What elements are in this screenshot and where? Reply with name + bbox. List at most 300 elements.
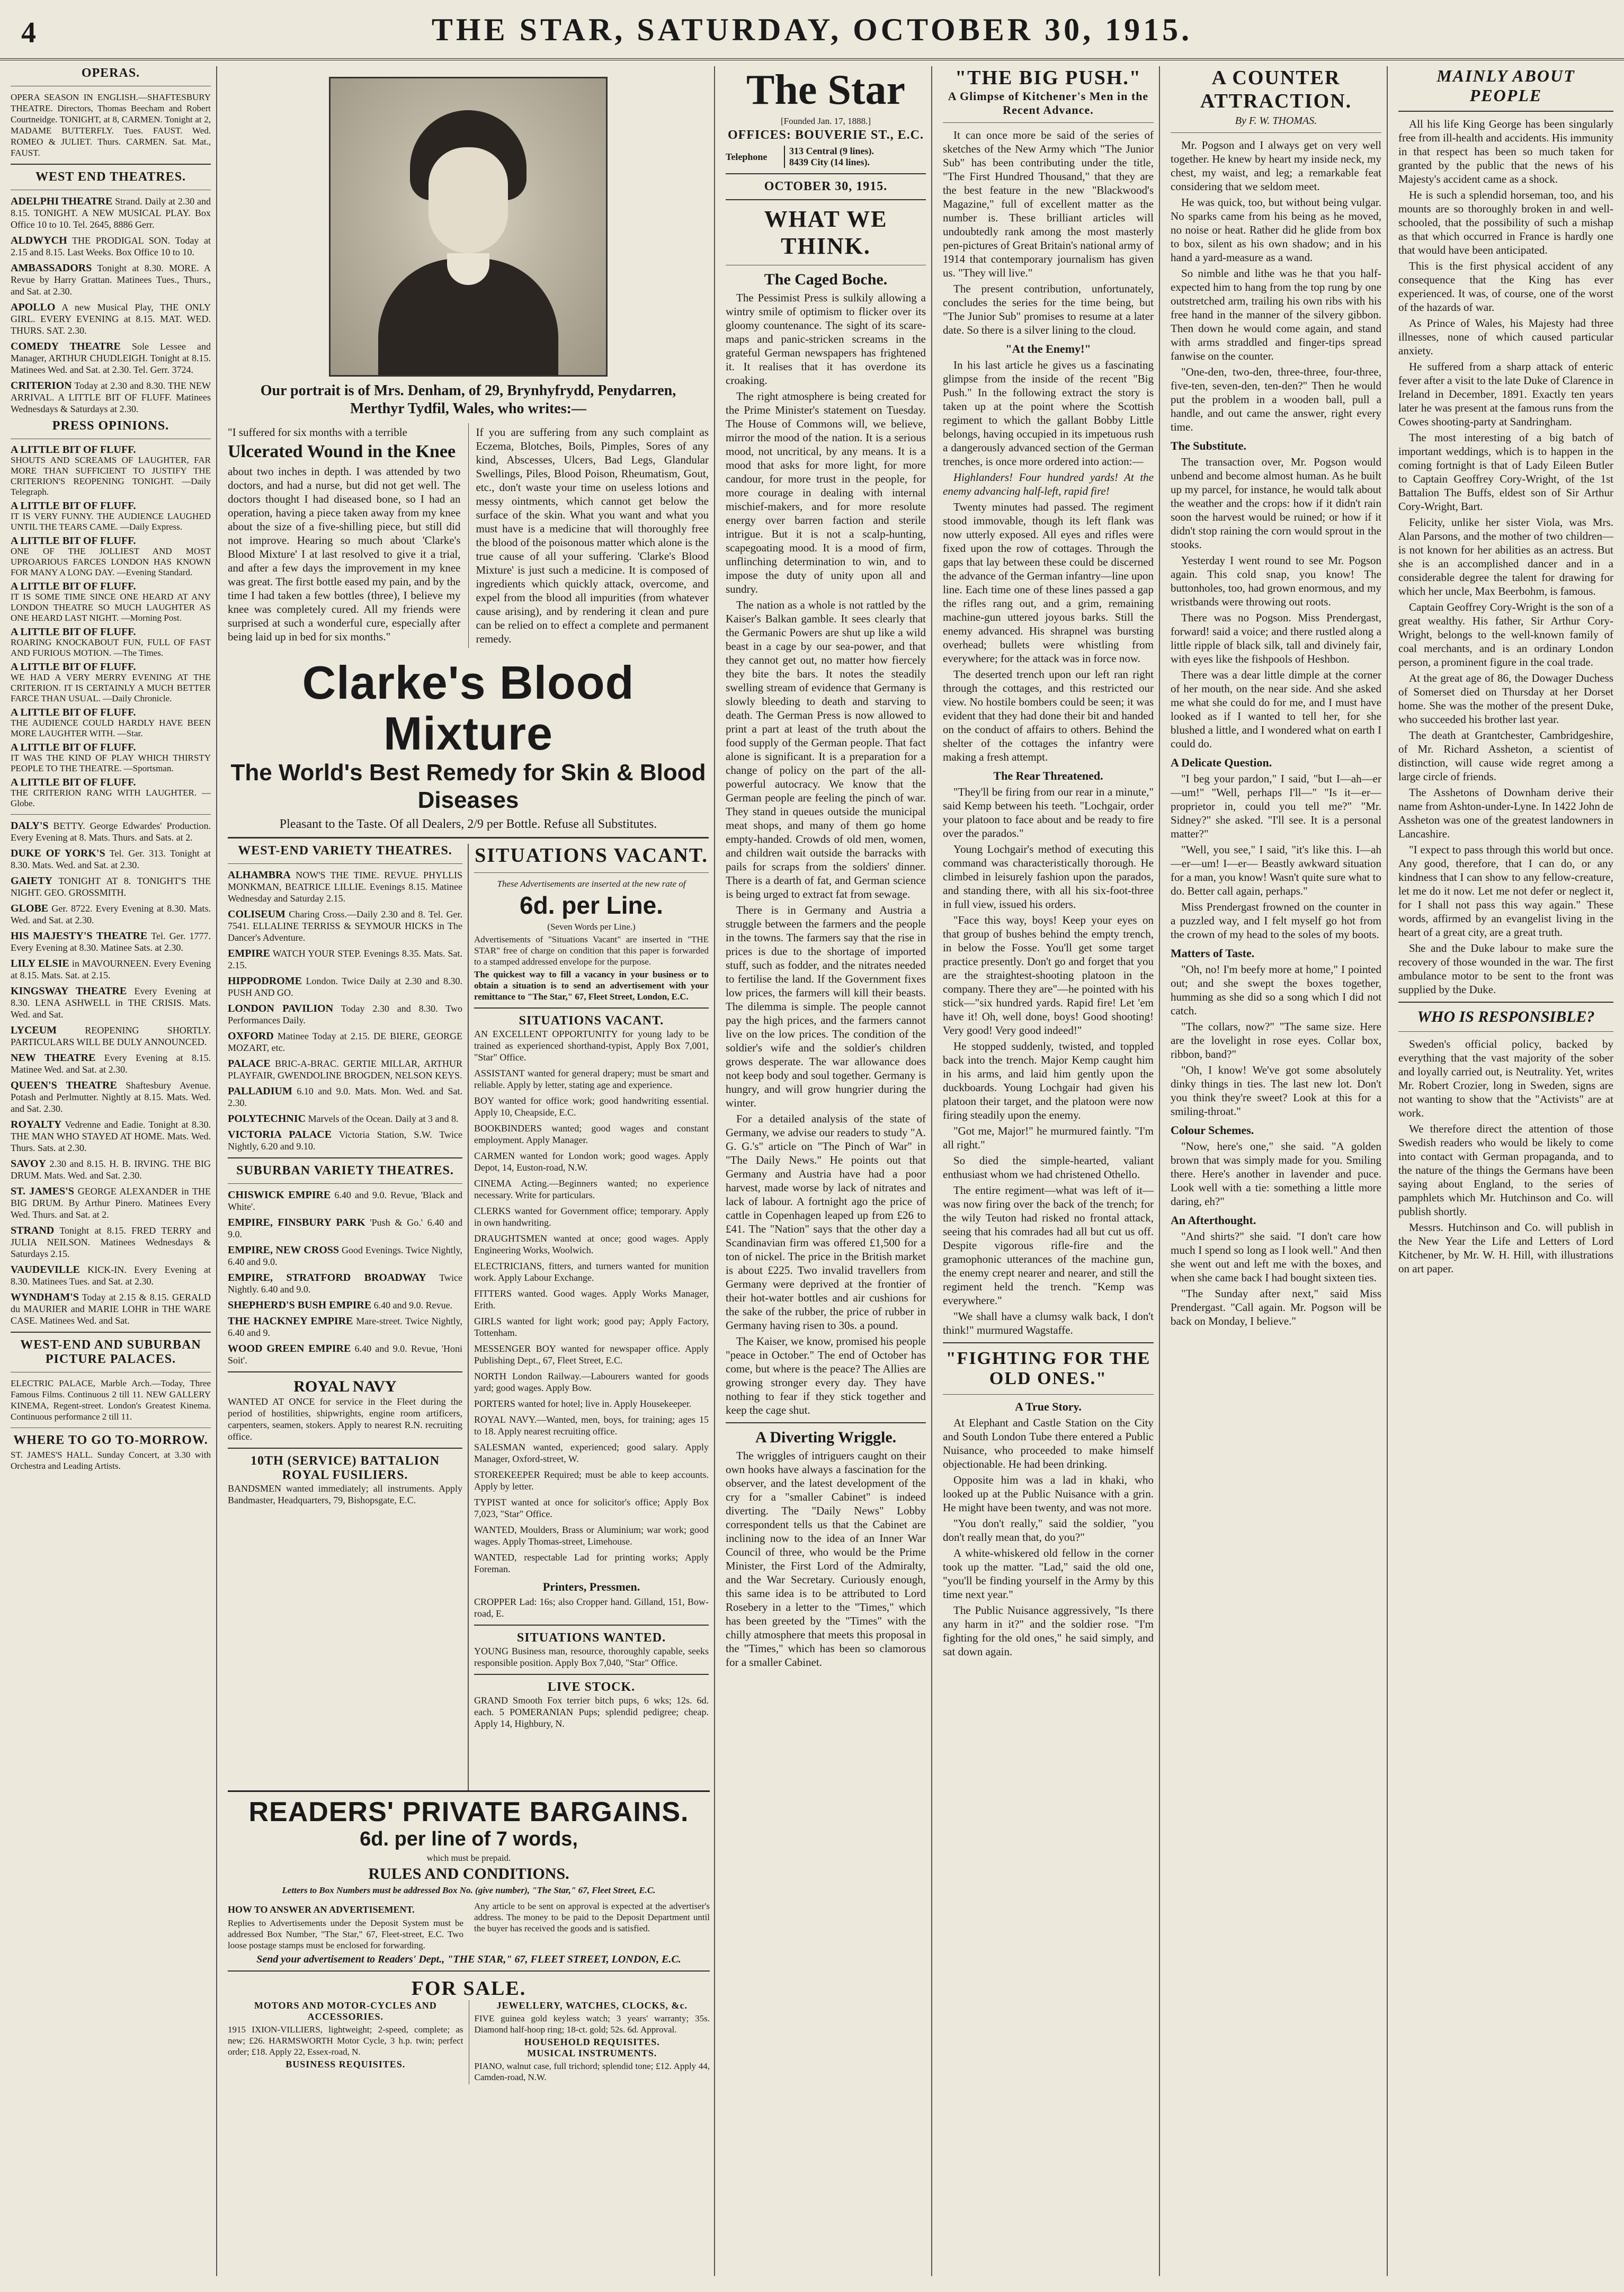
situations-wanted-header: SITUATIONS WANTED. bbox=[516, 1631, 666, 1645]
suburban-listings bbox=[228, 1189, 462, 1366]
variety-listing bbox=[228, 1030, 462, 1054]
people-paragraph: Captain Geoffrey Cory-Wright is the son of a great wealthy. His father, Sir Arthur Cory-Wright, belongs to the well-known family of coal merchants, and is an ordinary London person, a prominent figure in the coal trade. bbox=[1398, 601, 1613, 668]
variety-listing-text: Marvels of the Ocean. Daily at 3 and 8. bbox=[308, 1113, 459, 1124]
press-opinion-text: THE CRITERION RANG WITH LAUGHTER. —Globe. bbox=[11, 788, 211, 808]
responsible-text-3: Messrs. Hutchinson and Co. will publish in the New Year the Life and Letters of Lord Kitchener, by Mr. W. H. Hill, with illustrations on art paper. bbox=[1398, 1221, 1613, 1275]
readers-bargains bbox=[228, 1790, 710, 2279]
theatre-listing bbox=[11, 262, 211, 297]
variety-listing-text: BRIC-A-BRAC. GERTIE MILLAR, ARTHUR PLAYFAIR, GWENDOLINE BROGDEN, NELSON KEYS. bbox=[228, 1058, 463, 1081]
leader-paragraph: For a detailed analysis of the state of Germany, we advise our readers to study "A. G. G.'s" article on "The Pinch of War" in "The Daily News." He points out that Germany and Austria have had a poor harvest, made worse by lack of nitrates and lack of labour. A fortnight ago the price of cattle in Copenhagen leaped up from £26 to £41. The "Nation" says that the other day a Scandinavian firm was offered £1,500 for a ton of nickel. The price in the British market is about £225. Two invalid travellers from Germany were deprived at the frontier of their hot-water bottles and air cushions for the sake of the rubber, the price of rubber in Germany having risen to 30s. a pound. bbox=[726, 1112, 926, 1332]
theatre-listing bbox=[11, 341, 211, 376]
masthead bbox=[0, 0, 1624, 60]
theatre-listing-name: HIS MAJESTY'S THEATRE bbox=[11, 930, 148, 942]
situations-wanted-text: YOUNG Business man, resource, thoroughly capable, seeks responsible position. Apply Box 7,040, "Star" Office. bbox=[474, 1646, 709, 1668]
ad-title: Clarke's Blood Mixture bbox=[302, 656, 635, 760]
press-opinion bbox=[11, 501, 211, 532]
substitute-text: The transaction over, Mr. Pogson would unbend and become almost human. As he built up my parcel, for instance, he would talk about the weather and the crops: how if it didn't rain soon the harvest would be ruined; or how if it didn't stop raining the corn would sprout in the stooks. bbox=[1171, 456, 1381, 551]
people-paragraphs bbox=[1398, 117, 1613, 996]
matters-header: Matters of Taste. bbox=[1171, 947, 1255, 960]
jewellery-text: FIVE guinea gold keyless watch; 3 years' warranty; 35s. Diamond half-hoop ring; 18-ct. gold; 52s. 6d. Approval. bbox=[474, 2013, 710, 2035]
press-opinion-text: SHOUTS AND SCREAMS OF LAUGHTER, FAR MORE THAN SUFFICIENT TO JUSTIFY THE CRITERION'S REOPENING TONIGHT. —Daily Telegraph. bbox=[11, 455, 211, 497]
counter-intro: Mr. Pogson and I always get on very well together. He knew by heart my inside neck, my chest, my waist, and leg; a remarkable feat considering that we seldom meet. bbox=[1171, 139, 1381, 193]
suburban-listing-text: 6.40 and 9.0. Revue, 'Honi Soit'. bbox=[228, 1343, 463, 1366]
counter-byline: By F. W. THOMAS. bbox=[1235, 115, 1317, 127]
theatre-listing-name: GLOBE bbox=[11, 903, 49, 914]
variety-listing bbox=[228, 908, 462, 943]
mainly-about-people-header: MAINLY ABOUT PEOPLE bbox=[1436, 66, 1575, 105]
responsible-text: Sweden's official policy, backed by everything that the vast majority of the sober and loyally carried out, is Neutrality. Yet, writes Mr. Robert Crozier, long in Sweden, signs are not wanting to show that the "Activists" are at work. bbox=[1398, 1038, 1613, 1119]
responsible-header: WHO IS RESPONSIBLE? bbox=[1417, 1008, 1595, 1025]
theatre-listing bbox=[11, 1024, 211, 1048]
printers-header: Printers, Pressmen. bbox=[542, 1580, 640, 1593]
variety-listing-name: ALHAMBRA bbox=[228, 869, 291, 881]
big-push-intro: It can once more be said of the series of sketches of the New Army which "The Junior Sub" has been contributing under the title, "The First Hundred Thousand," that they are the best feature in the new "Blackwood's Magazine," full of excellent matter as the number is. These brilliant articles will undoubtedly rank among the most masterly pen-pictures of Great Britain's national army of 1914 that contemporary journalism has given us. "They will live." bbox=[943, 129, 1154, 279]
suburban-listing-name: EMPIRE, FINSBURY PARK bbox=[228, 1217, 365, 1228]
variety-listing-text: NOW'S THE TIME. REVUE. PHYLLIS MONKMAN, BEATRICE LILLIE. Evenings 8.15. Matinee Wednesday and Saturday 2.15. bbox=[228, 870, 462, 904]
press-opinion-title: A LITTLE BIT OF FLUFF. bbox=[11, 707, 136, 718]
theatre-listing-text: BETTY. George Edwardes' Production. Every Evening at 8. Mats. Thurs. and Sats. at 2. bbox=[11, 821, 211, 843]
rear-text-3: "Face this way, boys! Keep your eyes on that group of bushes behind the empty trench, in below the Fosse. You'll get some target practice presently. Don't go and forget that you are the straightest-shooting platoon in the company. There they are"—he pointed with his stick—"six hundred yards. Rapid fire! Let 'em have it! Oh, well done, boys! Good shooting! Very good! Very good indeed!" bbox=[943, 914, 1154, 1037]
leader-paragraph: The nation as a whole is not rattled by the Kaiser's Balkan gamble. It sees clearly that the Germanic Powers are shut up like a wild beast in a cage by our sea-power, and that they cannot get out, no matter how fiercely they bite the bars. It notes the steadily swelling stream of evidence that Germany is slowly bleeding to death and starving to death. The German Press is now allowed to print a part at least of the truth about the food supply of the German people. That fact alone is significant. It is a preparation for a change of policy on the part of the all-powerful autocracy. We know that the German people are feeling the pinch of war. They stand in queues outside the municipal meat shops, and many of them go home empty-handed. Crowds of old men, women, and children wait outside the barracks with pails for scraps from the soldiers' dinner. There is a dearth of fat, and German science is being urged to extract fat from sewage. bbox=[726, 599, 926, 900]
variety-listing-name: HIPPODROME bbox=[228, 975, 302, 987]
rear-text-4: He stopped suddenly, twisted, and toppled back into the trench. Major Kemp caught him in his arms, and laid him gently upon the duckboards. Young Lochgair had given his platoon their target, and the platoon were now firing steadily upon the enemy. bbox=[943, 1040, 1154, 1121]
counter-title: A COUNTER ATTRACTION. bbox=[1200, 67, 1352, 112]
rear-text: "They'll be firing from our rear in a minute," said Kemp between his teeth. "Lochgair, order your platoon to face about and be ready to fire over the parados." bbox=[943, 786, 1154, 840]
letter-quote: "I suffered for six months with a terrible bbox=[228, 426, 407, 439]
suburban-listing bbox=[228, 1315, 462, 1339]
page-number: 4 bbox=[21, 16, 36, 49]
vacancy-listing: STOREKEEPER Required; must be able to keep accounts. Apply by letter. bbox=[474, 1469, 709, 1492]
bargains-prepaid: which must be prepaid. bbox=[426, 1853, 511, 1863]
counter-text: He was quick, too, but without being vulgar. No sparks came from his being as he moved, no noise or heat. Rather did he glide from box to box, silent as his own shadow; and in his hand a yard-measure as a wand. bbox=[1171, 196, 1381, 264]
rate-per-line: 6d. per Line. bbox=[520, 891, 663, 919]
royal-navy-text: WANTED AT ONCE for service in the Fleet during the period of hostilities, shipwrights, engine room artificers, carpenters, seamen, stokers. Apply to nearest R.N. recruiting office. bbox=[228, 1396, 462, 1442]
theatre-listing-name: ROYALTY bbox=[11, 1119, 62, 1130]
vacant-listings bbox=[474, 1028, 709, 1575]
advice-text: If you are suffering from any such complaint as Eczema, Blotches, Boils, Pimples, Sores of any kind, Abscesses, Ulcers, Bad Legs, Glandular Swellings, Piles, Blood Poison, Rheumatism, Gout, etc., don't waste your time on useless lotions and messy ointments, which cannot get below the surface of the skin. What you want and what you must have is a medicine that will thoroughly free the blood of the poisonous matter which alone is the true cause of all your suffering. 'Clarke's Blood Mixture' is just such a medicine. It is composed of ingredients which quickly attack, overcome, and expel from the blood all impurities (from whatever cause arising), and by rendering it clean and pure can be relied on to effect a complete and permanent remedy. bbox=[476, 426, 709, 645]
fighting-text-4: A white-whiskered old fellow in the corner took up the matter. "Lad," said the old one, "you'll be finding yourself in the Army by this time next year." bbox=[943, 1547, 1154, 1601]
telephone-block bbox=[726, 146, 926, 168]
vacancy-listing: ROYAL NAVY.—Wanted, men, boys, for training; ages 15 to 18. Apply nearest recruiting office. bbox=[474, 1414, 709, 1437]
press-opinion-text: ONE OF THE JOLLIEST AND MOST UPROARIOUS FARCES LONDON HAS KNOWN FOR MANY A LONG DAY. —Evening Standard. bbox=[11, 546, 211, 577]
regiment-text: The entire regiment—what was left of it—was now firing over the back of the trench; for the wily Teuton had risked no frontal attack, seeing that his comrades had all but cut us off. Despite vigorous rifle-fire and the gramophonic utterances of the machine gun, the enemy crept nearer and nearer, and still the regiment held the trench. "Kemp was everywhere." bbox=[943, 1184, 1154, 1307]
rear-text-6: So died the simple-hearted, valiant enthusiast whom we had christened Othello. bbox=[943, 1154, 1154, 1181]
letter-body: about two inches in depth. I was attended by two doctors, and had a nurse, but did not get well. The doctors thought I had diseased bone, so I had an operation, having a piece taken away from my knee about the size of a five-shilling piece, but still did not improve. Hearing so much about 'Clarke's Blood Mixture' I at last resolved to give it a trial, and after a few days the improvement in my knee was great. The first bottle eased my pain, and by the time I had taken a few bottles (three), I believe my knee was completely cured. All my friends were surprised at such a wonderful cure, especially after being laid up in bed for six months." bbox=[228, 465, 461, 643]
vacancy-listing: CLERKS wanted for Government office; temporary. Apply in own handwriting. bbox=[474, 1206, 709, 1228]
big-push-intro-2: The present contribution, unfortunately, concludes the series for the time being, but "The Junior Sub" promises to resume at a later date. So there is a silver lining to the cloud. bbox=[943, 282, 1154, 336]
bargains-rate: 6d. per line of 7 words, bbox=[360, 1828, 578, 1850]
theatre-listing-text: Shaftesbury Avenue. Potash and Perlmutter. Nightly at 8.15. Mats. Wed. and Sat. 2.30. bbox=[11, 1080, 211, 1114]
true-story-subheader: A True Story. bbox=[1015, 1400, 1082, 1413]
theatre-listing-name: ADELPHI THEATRE bbox=[11, 195, 113, 207]
variety-listing bbox=[228, 1085, 462, 1109]
variety-listings bbox=[228, 869, 462, 1152]
vacancy-listing: DRAUGHTSMEN wanted at once; good wages. Apply Engineering Works, Woolwich. bbox=[474, 1233, 709, 1255]
vacancy-listing: FITTERS wanted. Good wages. Apply Works Manager, Erith. bbox=[474, 1288, 709, 1310]
theatre-listing-text: Every Evening at 8.15. Matinee Wed. and Sat. at 2.30. bbox=[11, 1053, 211, 1075]
picture-palaces-text: ELECTRIC PALACE, Marble Arch.—Today, Three Famous Films. Continuous 2 till 11. NEW GALLERY KINEMA, Regent-street. London's Greatest Kinema. Continuous performance 2 till 11. bbox=[11, 1378, 211, 1422]
variety-listing-name: VICTORIA PALACE bbox=[228, 1129, 332, 1140]
press-opinion-title: A LITTLE BIT OF FLUFF. bbox=[11, 581, 136, 592]
suburban-listing-name: EMPIRE, STRATFORD BROADWAY bbox=[228, 1272, 426, 1283]
press-opinion bbox=[11, 444, 211, 497]
theatre-listing-name: CRITERION bbox=[11, 380, 72, 391]
theatre-listing-name: ST. JAMES'S bbox=[11, 1185, 74, 1197]
theatre-listing-name: DUKE OF YORK'S bbox=[11, 848, 105, 859]
send-to-text: Send your advertisement to Readers' Dept., "THE STAR," 67, FLEET STREET, LONDON, E.C. bbox=[256, 1954, 681, 1965]
what-we-think-header: WHAT WE THINK. bbox=[764, 206, 888, 259]
theatre-listing bbox=[11, 195, 211, 230]
leader-paragraph: The Kaiser, we know, promised his people "peace in October." The end of October has come, but where is the peace? The Allies are growing stronger every day. They have nothing to fear if they stick together and keep the cage shut. bbox=[726, 1335, 926, 1416]
theatre-listing-text: THE PRODIGAL SON. Today at 2.15 and 8.15. Last Weeks. Box Office 10 to 10. bbox=[11, 235, 211, 257]
situations-vacant-header: SITUATIONS VACANT. bbox=[475, 844, 708, 867]
theatre-listing bbox=[11, 1185, 211, 1220]
vacancy-listing: WANTED, Moulders, Brass or Aluminium; war work; good wages. Apply Thomas-street, Limehouse. bbox=[474, 1524, 709, 1547]
afterthought-text-2: "The Sunday after next," said Miss Prendergast. "Call again. Mr. Pogson will be back on Monday, I believe." bbox=[1171, 1287, 1381, 1327]
press-opinion bbox=[11, 536, 211, 578]
column-counter-attraction bbox=[1165, 66, 1388, 2276]
clarke-blood-mixture-ad bbox=[228, 77, 709, 832]
suburban-listing-text: Twice Nightly. 6.40 and 9.0. bbox=[228, 1272, 462, 1295]
theatre-listing bbox=[11, 848, 211, 871]
ad-footer: Pleasant to the Taste. Of all Dealers, 2/9 per Bottle. Refuse all Substitutes. bbox=[279, 817, 657, 831]
colour-text: "Now, here's one," she said. "A golden brown that was simply made for you. Smiling there. Here's another in lavender and puce. Look well with a tie: something a little more daring, eh?" bbox=[1171, 1140, 1381, 1208]
leader-paragraphs bbox=[726, 291, 926, 1417]
theatre-listing-name: QUEEN'S THEATRE bbox=[11, 1080, 117, 1091]
variety-listing-text: Charing Cross.—Daily 2.30 and 8. Tel. Ger. 7541. ELLALINE TERRISS & SEYMOUR HICKS in The Dancer's Adventure. bbox=[228, 909, 463, 943]
counter-text-3: "One-den, two-den, three-three, four-three, five-ten, seven-den, ten-den?" Then he would put the problem in a wooden ball, pull a handle, and out came the answer, right every time. bbox=[1171, 365, 1381, 433]
theatre-listing-text: Today at 2.15 & 8.15. GERALD du MAURIER and MARIE LOHR in THE WARE CASE. Matinees Wed. and Sat. bbox=[11, 1292, 211, 1326]
theatre-listing bbox=[11, 903, 211, 926]
theatre-listing-name: LYCEUM bbox=[11, 1024, 57, 1036]
theatre-listing-name: GAIETY bbox=[11, 875, 52, 887]
theatre-listing bbox=[11, 1080, 211, 1114]
fighting-text-2: Opposite him was a lad in khaki, who looked up at the Public Nuisance with a grin. He might have been twenty, and was not more. bbox=[943, 1474, 1154, 1514]
people-paragraph: All his life King George has been singularly free from ill-health and accidents. His immunity in that respect has been so much taken for granted by the public that the news of his Majesty's accident came as a shock. bbox=[1398, 118, 1613, 185]
rules-text: Letters to Box Numbers must be addressed Box No. (give number), "The Star," 67, Fleet Street, E.C. bbox=[282, 1885, 656, 1895]
theatre-listing-text: Vedrenne and Eadie. Tonight at 8.30. THE MAN WHO STAYED AT HOME. Mats. Wed. Thurs. Sats. at 2.30. bbox=[11, 1119, 211, 1153]
leader-paragraph: The right atmosphere is being created for the Prime Minister's statement on Tuesday. The House of Commons will, we believe, mirror the mood of the nation. It is a serious mood, not uncritical, by any means. It is a mood that asks for more light, for more candour, for more trust in the people, for more courage in dealing with internal mischief-makers, and for more resolute energy over barren faction and sterile intrigue. But it is not a scalp-hunting, scapegoating mood. It is a mood of firm, unflinching determination to win, and to impose the duty of unity upon all and sundry. bbox=[726, 390, 926, 595]
variety-listing bbox=[228, 975, 462, 998]
variety-listing-text: Matinee Today at 2.15. DE BIERE, GEORGE MOZART, etc. bbox=[228, 1031, 463, 1053]
press-opinion bbox=[11, 777, 211, 809]
offices-address: OFFICES: BOUVERIE ST., E.C. bbox=[728, 128, 924, 142]
vacancy-listing: SALESMAN wanted, experienced; good salary. Apply Manager, Oxford-street, W. bbox=[474, 1442, 709, 1464]
at-the-enemy-text: In his last article he gives us a fascinating glimpse from the inside of the recent "Big Push." In the following extract the story is taken up at the point where the Scottish regiment to which the gallant Bobby Little belongs, having occupied in its impetuous rush a dangerously advanced section of the German trenches, is once more ordered into action:— bbox=[943, 359, 1154, 468]
people-paragraph: "I expect to pass through this world but once. Any good, therefore, that I can do, or any kindness that I can show to any fellow-creature, let me do it now. Let me not defer or neglect it, for I shall not pass this way again." These words, affirmed by an evangelist living in the heart of a great city, are a great truth. bbox=[1398, 843, 1613, 939]
column-mainly-about-people bbox=[1393, 66, 1619, 2276]
bandsmen-text: BANDSMEN wanted immediately; all instruments. Apply Bandmaster, Headquarters, 79, Bishopsgate, E.C. bbox=[228, 1483, 462, 1505]
variety-listing-text: WATCH YOUR STEP. Evenings 8.35. Mats. Sat. 2.15. bbox=[228, 948, 462, 970]
matters-text: "Oh, no! I'm beefy more at home," I pointed out; and she swept the boxes together, humming as she did so a song which I did not catch. bbox=[1171, 963, 1381, 1017]
press-opinion bbox=[11, 581, 211, 623]
theatre-listing bbox=[11, 1052, 211, 1075]
colour-header: Colour Schemes. bbox=[1171, 1123, 1254, 1137]
telephone-central: 313 Central (9 lines). bbox=[789, 146, 874, 156]
column-leader bbox=[720, 66, 932, 2276]
delicate-text-3: Miss Prendergast frowned on the counter in a puzzled way, and I felt myself go hot from the crown of my head to the soles of my boots. bbox=[1171, 900, 1381, 941]
theatre-listing-text: Today at 2.30 and 8.30. THE NEW ARRIVAL. A LITTLE BIT OF FLUFF. Matinees Wednesdays & Saturdays at 2.30. bbox=[11, 380, 211, 414]
theatre-listing bbox=[11, 820, 211, 843]
delicate-text-2: "Well, you see," I said, "it's like this. I—ah—er—um! I—er— Beastly awkward situation for a man, you know! Wasn't quite sure what to do. Better call again, perhaps." bbox=[1171, 843, 1381, 897]
press-opinion-text: ROARING KNOCKABOUT FUN, FULL OF FAST AND FURIOUS MOTION. —The Times. bbox=[11, 637, 211, 658]
regiment-text-2: "We shall have a clumsy walk back, I don't think!" murmured Wagstaffe. bbox=[943, 1310, 1154, 1336]
household-header: HOUSEHOLD REQUISITES. bbox=[524, 2037, 660, 2047]
theatre-listing-text: REOPENING SHORTLY. PARTICULARS WILL BE DULY ANNOUNCED. bbox=[11, 1025, 211, 1047]
vacancy-listing: PORTERS wanted for hotel; live in. Apply Housekeeper. bbox=[474, 1398, 692, 1409]
variety-listing-name: PALACE bbox=[228, 1058, 271, 1069]
afterthought-header: An Afterthought. bbox=[1171, 1214, 1256, 1227]
suburban-listing bbox=[228, 1244, 462, 1268]
press-opinion-title: A LITTLE BIT OF FLUFF. bbox=[11, 742, 136, 753]
leader-paragraph: The Pessimist Press is sulkily allowing a wintry smile of optimism to flicker over its gloomy countenance. The sight of its scare-maps and panic-stricken screams in the grateful German newspapers has frightened it. It realises that it has overdone its croaking. bbox=[726, 291, 926, 387]
press-opinion bbox=[11, 627, 211, 658]
theatre-listing bbox=[11, 380, 211, 415]
theatre-listing-text: A new Musical Play, THE ONLY GIRL. EVERY EVENING at 8.15. MAT. WED. THURS. SAT. 2.30. bbox=[11, 302, 211, 336]
press-opinion-text: IT IS SOME TIME SINCE ONE HEARD AT ANY LONDON THEATRE SO MUCH LAUGHTER AS ONE HEARD LAST NIGHT. —Morning Post. bbox=[11, 592, 211, 623]
column-theatres bbox=[5, 66, 217, 2276]
leader-date: OCTOBER 30, 1915. bbox=[764, 180, 888, 193]
press-opinion-title: A LITTLE BIT OF FLUFF. bbox=[11, 777, 136, 788]
variety-listing-text: Victoria Station, S.W. Twice Nightly, 6.20 and 9.10. bbox=[228, 1129, 462, 1152]
suburban-listing bbox=[228, 1272, 462, 1295]
highlanders-order: Highlanders! Four hundred yards! At the enemy advancing half-left, rapid fire! bbox=[943, 471, 1154, 497]
press-opinion-title: A LITTLE BIT OF FLUFF. bbox=[11, 661, 136, 673]
suburban-listing-text: 6.40 and 9.0. Revue. bbox=[373, 1300, 453, 1310]
theatre-listing-text: Sole Lessee and Manager, ARTHUR CHUDLEIGH. Tonight at 8.15. Matinees Wed. and Sat. at 2.30. Tel. Gerr. 3724. bbox=[11, 341, 211, 375]
press-opinions-header: PRESS OPINIONS. bbox=[52, 419, 169, 433]
portrait-photo bbox=[329, 77, 608, 377]
theatre-listing-name: LILY ELSIE bbox=[11, 958, 69, 969]
afterthought-text: "And shirts?" she said. "I don't care how much I spend so long as I look well." And then she went out and left me with the boxes, and when she came back I had bought sixteen ties. bbox=[1171, 1230, 1381, 1284]
theatre-listing-text: KICK-IN. Every Evening at 8.30. Matinees Tues. and Sat. at 2.30. bbox=[11, 1264, 211, 1287]
portrait-caption: Our portrait is of Mrs. Denham, of 29, Brynhyfrydd, Penydarren, Merthyr Tydfil, Wales, who writes:— bbox=[260, 382, 676, 417]
operas-header: OPERAS. bbox=[81, 66, 140, 80]
suburban-listing bbox=[228, 1189, 462, 1212]
vacancy-listing: GIRLS wanted for light work; good pay; Apply Factory, Tottenham. bbox=[474, 1316, 709, 1338]
column-big-push bbox=[938, 66, 1160, 2276]
rear-text-5: "Got me, Major!" he murmured faintly. "I'm all right." bbox=[943, 1125, 1154, 1151]
star-logo bbox=[726, 66, 926, 114]
suburban-listing-name: SHEPHERD'S BUSH EMPIRE bbox=[228, 1299, 372, 1311]
press-opinion bbox=[11, 662, 211, 704]
press-opinion-text: IT IS VERY FUNNY. THE AUDIENCE LAUGHED UNTIL THE TEARS CAME. —Daily Express. bbox=[11, 511, 211, 532]
theatre-listing-name: WYNDHAM'S bbox=[11, 1291, 79, 1303]
vacancy-listing: CARMEN wanted for London work; good wages. Apply Depot, 14, Euston-road, N.W. bbox=[474, 1151, 709, 1173]
substitute-text-4: There was a dear little dimple at the corner of her mouth, on the near side. And she asked me what she could do for me, and I must have looked as if I wanted to tell her, for she blushed a little, and I wondered what on earth I could do. bbox=[1171, 668, 1381, 750]
live-stock-header: LIVE STOCK. bbox=[547, 1680, 636, 1694]
situations-intro: These Advertisements are inserted at the new rate of bbox=[497, 879, 686, 889]
delicate-header: A Delicate Question. bbox=[1171, 756, 1272, 769]
people-paragraph: This is the first physical accident of any consequence that the King has ever experienced. It was, of course, one of the worst of the hazards of war. bbox=[1398, 260, 1613, 314]
people-paragraph: The Asshetons of Downham derive their name from Ashton-under-Lyne. In 1422 John de Assheton was one of the greatest landowners in Lancashire. bbox=[1398, 786, 1613, 840]
where-to-go-header: WHERE TO GO TO-MORROW. bbox=[13, 1433, 208, 1447]
people-paragraph: The death at Grantchester, Cambridgeshire, of Mr. Richard Assheton, a scientist of distinction, will cause wide regret among a large circle of friends. bbox=[1398, 729, 1613, 783]
theatre-listing bbox=[11, 235, 211, 258]
substitute-text-2: Yesterday I went round to see Mr. Pogson again. This cold snap, you know! The buttonholes, too, had grown enormous, and my wristbands were throwing out roots. bbox=[1171, 554, 1381, 608]
people-paragraph: He suffered from a sharp attack of enteric fever after a visit to the late Duke of Clarence in Ireland in December, 1891. Exactly ten years later he was present at the famous runs from the Cowes shooting-party at Sandringham. bbox=[1398, 360, 1613, 428]
theatre-listing-name: AMBASSADORS bbox=[11, 262, 92, 274]
theatre-listing bbox=[11, 875, 211, 898]
musical-text: PIANO, walnut case, full trichord; splendid tone; £12. Apply 44, Camden-road, N.W. bbox=[474, 2061, 710, 2082]
suburban-listing-text: Good Evenings. Twice Nightly, 6.40 and 9.0. bbox=[228, 1245, 462, 1267]
diverting-wriggle-text: The wriggles of intriguers caught on their own hooks have always a fascination for the observer, and the latest development of the cry for a "smaller Cabinet" is indeed diverting. The "Daily News" Lobby correspondent tells us that the Cabinet are inclining now to the idea of an Inner War Council of three, who would be the Prime Minister, the First Lord of the Admiralty, and the War Secretary. Curiously enough, this same idea is to be attributed to Lord Rosebery in a letter to the "Times," which has been greeted by the "Times" with the chilly atmosphere that meets this proposal in the "Times," which has been so clamorous for a smaller Cabinet. bbox=[726, 1449, 926, 1669]
variety-listing-name: PALLADIUM bbox=[228, 1085, 292, 1097]
variety-listing-text: Today 2.30 and 8.30. Two Performances Daily. bbox=[228, 1003, 462, 1025]
theatre-listing-text: Ger. 8722. Every Evening at 8.30. Mats. Wed. and Sat. at 2.30. bbox=[11, 903, 211, 925]
at-the-enemy-header: "At the Enemy!" bbox=[1005, 342, 1091, 355]
vacancy-listing: BOOKBINDERS wanted; good wages and constant employment. Apply Manager. bbox=[474, 1123, 709, 1145]
fighting-text-3: "You don't really," said the soldier, "you don't really mean that, do you?" bbox=[943, 1517, 1154, 1544]
variety-listing bbox=[228, 1058, 462, 1081]
variety-listing bbox=[228, 948, 462, 971]
theatre-listing bbox=[11, 958, 211, 981]
musical-header: MUSICAL INSTRUMENTS. bbox=[527, 2048, 657, 2058]
press-opinion-title: A LITTLE BIT OF FLUFF. bbox=[11, 535, 136, 547]
operas-text: OPERA SEASON IN ENGLISH.—SHAFTESBURY THEATRE. Directors, Thomas Beecham and Robert Courtneidge. TONIGHT, at 8, CARMEN. Tonight at 2, MADAME BUTTERFLY. Tues. FAUST. Wed. ROMEO & JULIET. Thurs. CARMEN. Sat. Mat., FAUST. bbox=[11, 92, 211, 158]
business-header: BUSINESS REQUISITES. bbox=[285, 2059, 406, 2070]
variety-listing bbox=[228, 1113, 462, 1125]
substitute-header: The Substitute. bbox=[1171, 439, 1247, 452]
theatre-listing bbox=[11, 1264, 211, 1287]
royal-navy-header: ROYAL NAVY bbox=[293, 1378, 397, 1395]
variety-listing-name: LONDON PAVILION bbox=[228, 1003, 334, 1014]
fighting-title: "FIGHTING FOR THE OLD ONES." bbox=[945, 1349, 1151, 1388]
variety-listing-text: 6.10 and 9.0. Mats. Mon. Wed. and Sat. 2.30. bbox=[228, 1086, 463, 1108]
newspaper-dateline: THE STAR, SATURDAY, OCTOBER 30, 1915. bbox=[431, 12, 1193, 47]
theatre-listings bbox=[11, 195, 211, 415]
people-paragraph: Felicity, unlike her sister Viola, was Mrs. Alan Parsons, and the mother of two children—is not known for her abilities as an actress. But she is an accomplished dancer and in a considerable degree the talent for drawing for which her uncle, Max Beerbohm, is famous. bbox=[1398, 516, 1613, 597]
people-paragraph: She and the Duke labour to make sure the recovery of those wounded in the war. The first ambulance motor to be sent to the front was supplied by the Duke. bbox=[1398, 942, 1613, 996]
suburban-listing-name: WOOD GREEN EMPIRE bbox=[228, 1343, 351, 1354]
caged-boche-subheader: The Caged Boche. bbox=[764, 271, 888, 288]
press-opinion-title: A LITTLE BIT OF FLUFF. bbox=[11, 626, 136, 638]
fighting-text-5: The Public Nuisance aggressively, "Is there any harm in it?" and the soldier rose. "I'm fighting for the old ones," he said simply, and sat down again. bbox=[943, 1604, 1154, 1658]
more-theatre-listings bbox=[11, 820, 211, 1326]
big-push-subtitle: A Glimpse of Kitchener's Men in the Recent Advance. bbox=[948, 90, 1149, 117]
theatre-listing bbox=[11, 1119, 211, 1154]
theatre-listing-text: in MAVOURNEEN. Every Evening at 8.15. Mats. Sat. at 2.15. bbox=[11, 958, 211, 980]
vacancy-listing: BOY wanted for office work; good handwriting essential. Apply 10, Cheapside, E.C. bbox=[474, 1095, 709, 1118]
press-opinion-text: THE AUDIENCE COULD HARDLY HAVE BEEN MORE LAUGHTER WITH. —Star. bbox=[11, 718, 211, 738]
people-paragraph: At the great age of 86, the Dowager Duchess of Somerset died on Thursday at her Dorset home. She was the mother of the present Duke, who succeeded his brother last year. bbox=[1398, 672, 1613, 726]
theatre-listing bbox=[11, 1291, 211, 1326]
theatre-listing bbox=[11, 301, 211, 336]
suburban-header: SUBURBAN VARIETY THEATRES. bbox=[236, 1164, 454, 1178]
variety-listing-name: COLISEUM bbox=[228, 908, 285, 920]
theatre-listing-text: 2.30 and 8.15. H. B. IRVING. THE BIG DRUM. Mats. Wed. and Sat. 2.30. bbox=[11, 1158, 211, 1181]
press-opinion-text: WE HAD A VERY MERRY EVENING AT THE CRITERION. IT IS CERTAINLY A MUCH BETTER FARCE THAN USUAL. —Daily Chronicle. bbox=[11, 672, 211, 703]
vacancy-listing: MESSENGER BOY wanted for newspaper office. Apply Publishing Dept., 67, Fleet Street, E.C. bbox=[474, 1343, 709, 1366]
leader-paragraph: There is in Germany and Austria a struggle between the farmers and the people in the towns. The farmers say that the rise in prices is due to the shortage of imported stuff, such as fodder, and the nitrates needed to fertilise the land. If the Government fixes low prices, the farmers will kill their beasts. The dilemma is simple. The people cannot pay the high prices, and the farmers cannot live on the low prices. The condition of the soldier's wife and the soldier's children grows desperate. The war allowance does not keep body and soul together. Germany is hungry, and will grow hungrier during the winter. bbox=[726, 904, 926, 1109]
ad-subtitle: The World's Best Remedy for Skin & Blood Diseases bbox=[230, 760, 706, 813]
theatre-listing-name: COMEDY THEATRE bbox=[11, 341, 121, 352]
variety-listing bbox=[228, 1003, 462, 1026]
star-logo-text: The Star bbox=[746, 67, 905, 113]
press-opinion bbox=[11, 707, 211, 739]
matters-text-3: "Oh, I know! We've got some absolutely dinky things in ties. The last new lot. Don't you think they're sweet? Look at this for a smiling-throat." bbox=[1171, 1064, 1381, 1118]
theatre-listing-text: Tonight at 8.15. FRED TERRY and JULIA NEILSON. Matinees Wednesdays & Saturdays 2.15. bbox=[11, 1225, 211, 1259]
diverting-wriggle-header: A Diverting Wriggle. bbox=[755, 1429, 897, 1446]
press-opinion bbox=[11, 742, 211, 774]
suburban-listing-name: THE HACKNEY EMPIRE bbox=[228, 1315, 353, 1327]
for-sale-header: FOR SALE. bbox=[411, 1977, 527, 2000]
bargains-title: READERS' PRIVATE BARGAINS. bbox=[248, 1797, 689, 1827]
variety-listing bbox=[228, 869, 462, 904]
founded-date: [Founded Jan. 17, 1888.] bbox=[781, 116, 871, 126]
theatre-listing-name: KINGSWAY THEATRE bbox=[11, 985, 127, 997]
suburban-listing-text: 6.40 and 9.0. Revue, 'Black and White'. bbox=[228, 1190, 462, 1212]
theatre-listing-text: Tonight at 8.30. MORE. A Revue by Harry Grattan. Matinees Tues., Thurs., and Sat. at 2.30. bbox=[11, 263, 211, 297]
theatre-listing-text: Strand. Daily at 2.30 and 8.15. TONIGHT. A NEW MUSICAL PLAY. Box Office 10 to 10. Tel. 2645, 8886 Gerr. bbox=[11, 196, 211, 230]
variety-listing-name: EMPIRE bbox=[228, 948, 270, 959]
theatre-listing-text: GEORGE ALEXANDER in THE BIG DRUM. By Arthur Pinero. Matinees Every Wed. Thurs. and Sat. at 2. bbox=[11, 1186, 211, 1220]
press-opinion-title: A LITTLE BIT OF FLUFF. bbox=[11, 500, 136, 512]
ulcer-heading: Ulcerated Wound in the Knee bbox=[228, 442, 456, 461]
press-opinions-list bbox=[11, 444, 211, 809]
substitute-text-3: There was no Pogson. Miss Prendergast, forward! said a voice; and there rustled along a little ripple of black silk, tall and divinely fair, with eyes like the fishpools of Heshbon. bbox=[1171, 611, 1381, 665]
telephone-city: 8439 City (14 lines). bbox=[789, 157, 870, 167]
vacancy-listing: NORTH London Railway.—Labourers wanted for goods yard; good wages. Apply Bow. bbox=[474, 1371, 709, 1393]
picture-palaces-header: WEST-END AND SUBURBAN PICTURE PALACES. bbox=[20, 1338, 201, 1366]
printers-text: CROPPER Lad: 16s; also Cropper hand. Gilland, 151, Bow-road, E. bbox=[474, 1597, 709, 1619]
rate-note: (Seven Words per Line.) bbox=[547, 922, 636, 932]
theatre-listing-name: ALDWYCH bbox=[11, 235, 67, 246]
vacancy-listing: AN EXCELLENT OPPORTUNITY for young lady to be trained as experienced shorthand-typist, Apply Box 7,001, "Star" Office. bbox=[474, 1029, 709, 1063]
press-opinion-title: A LITTLE BIT OF FLUFF. bbox=[11, 444, 136, 456]
where-to-go-text: ST. JAMES'S HALL. Sunday Concert, at 3.30 with Orchestra and Leading Artists. bbox=[11, 1450, 211, 1471]
live-stock-text: GRAND Smooth Fox terrier bitch pups, 6 wks; 12s. 6d. each. 5 POMERANIAN Pups; splendid pedigree; cheap. Apply 14, Highbury, N. bbox=[474, 1695, 709, 1729]
theatre-listing-text: TONIGHT AT 8. TONIGHT'S THE NIGHT. GEO. GROSSMITH. bbox=[11, 876, 211, 898]
suburban-listing bbox=[228, 1217, 462, 1240]
suburban-listing-name: EMPIRE, NEW CROSS bbox=[228, 1244, 339, 1256]
rules-header: RULES AND CONDITIONS. bbox=[368, 1865, 569, 1883]
counter-text-2: So nimble and lithe was he that you half-expected him to hang from the top rung by one outstretched arm, trailing his own ribs with his free hand in the manner of the silvery gibbon. Then down he would come again, and stand with arms straddled and finger-tips spread fanwise on the counter. bbox=[1171, 267, 1381, 362]
people-paragraph: As Prince of Wales, his Majesty had three illnesses, none of which caused particular anxiety. bbox=[1398, 317, 1613, 357]
matters-text-2: "The collars, now?" "The same size. Here are the lovelight in rose eyes. Collar box, ribbon, band?" bbox=[1171, 1020, 1381, 1060]
variety-listing bbox=[228, 1129, 462, 1152]
vacancy-listing: ASSISTANT wanted for general drapery; must be smart and reliable. Apply by letter, stating age and experience. bbox=[474, 1068, 709, 1090]
motors-header: MOTORS AND MOTOR-CYCLES AND ACCESSORIES. bbox=[254, 2000, 437, 2022]
rear-threatened-header: The Rear Threatened. bbox=[993, 769, 1103, 782]
big-push-title: "THE BIG PUSH." bbox=[955, 67, 1141, 89]
vacancy-listing: TYPIST wanted at once for solicitor's office; Apply Box 7,023, "Star" Office. bbox=[474, 1497, 709, 1519]
theatre-listing-text: Tel. Ger. 1777. Every Evening at 8.30. Matinee Sats. at 2.30. bbox=[11, 931, 211, 953]
theatre-listing-name: VAUDEVILLE bbox=[11, 1264, 80, 1276]
theatre-listing-text: Tel. Ger. 313. Tonight at 8.30. Mats. Wed. and Sat. at 2.30. bbox=[11, 848, 211, 870]
theatre-listing-name: SAVOY bbox=[11, 1158, 47, 1170]
howto-text-2: Any article to be sent on approval is expected at the advertiser's address. The money to be paid to the Deposit Department until the buyer has received the goods and is satisfied. bbox=[474, 1901, 710, 1933]
jewellery-header: JEWELLERY, WATCHES, CLOCKS, &c. bbox=[496, 2000, 688, 2011]
suburban-listing-text: 'Push & Go.' 6.40 and 9.0. bbox=[228, 1217, 463, 1239]
theatre-listing-text: Every Evening at 8.30. LENA ASHWELL in THE CRISIS. Mats. Wed. and Sat. bbox=[11, 986, 211, 1020]
people-paragraph: The most interesting of a big batch of important weddings, which is to happen in the coming fortnight is that of Lady Eileen Butler to Captain Geoffrey Cory-Wright, of the 1st Battalion The Buffs, eldest son of Sir Arthur Cory-Wright, Bart. bbox=[1398, 431, 1613, 513]
theatre-listing bbox=[11, 1225, 211, 1260]
howto-text: Replies to Advertisements under the Deposit System must be addressed Box Number, "The Star," 67, Fleet-street, E.C. Two loose postage stamps must be enclosed for forwarding. bbox=[228, 1918, 463, 1950]
theatre-listing-name: NEW THEATRE bbox=[11, 1052, 96, 1064]
theatre-listing-name: DALY'S bbox=[11, 820, 49, 832]
quickest-way-text: The quickest way to fill a vacancy in your business or to obtain a situation is to send an advertisement with your remittance to "The Star," 67, Fleet Street, London, E.C. bbox=[474, 969, 709, 1002]
fighting-text: At Elephant and Castle Station on the City and South London Tube there entered a Public Nuisance, who proceeded to make himself objectionable. He had been drinking. bbox=[943, 1416, 1154, 1470]
vacancy-listing: ELECTRICIANS, fitters, and turners wanted for munition work. Apply Labour Exchange. bbox=[474, 1261, 709, 1283]
suburban-listing bbox=[228, 1299, 462, 1311]
delicate-text: "I beg your pardon," I said, "but I—ah—er—um!" "Well, perhaps I'll—" "Is it—er—proprietor in, could you tell me?" "Mr. Sidney?" she asked. "I'll see. It is a personal matter?" bbox=[1171, 772, 1381, 840]
telephone-label: Telephone bbox=[726, 151, 768, 162]
variety-listing-name: POLYTECHNIC bbox=[228, 1113, 306, 1125]
bandsmen-header: 10TH (SERVICE) BATTALION ROYAL FUSILIERS. bbox=[251, 1454, 440, 1482]
west-end-header: WEST END THEATRES. bbox=[35, 170, 186, 184]
narrative-text: Twenty minutes had passed. The regiment stood immovable, though its left flank was now utterly exposed. All eyes and rifles were fixed upon the row of cottages. Through the gaps that lay between these could be discerned the advance of the German infantry—line upon line. Each time one of these lines passed a gap the rifles rang out, and a grim, remaining machine-gun uttered joyous barks. Still the enemy advanced. His shrapnel was bursting overhead; bullets were whistling from everywhere; for the attack was in force now. bbox=[943, 501, 1154, 665]
